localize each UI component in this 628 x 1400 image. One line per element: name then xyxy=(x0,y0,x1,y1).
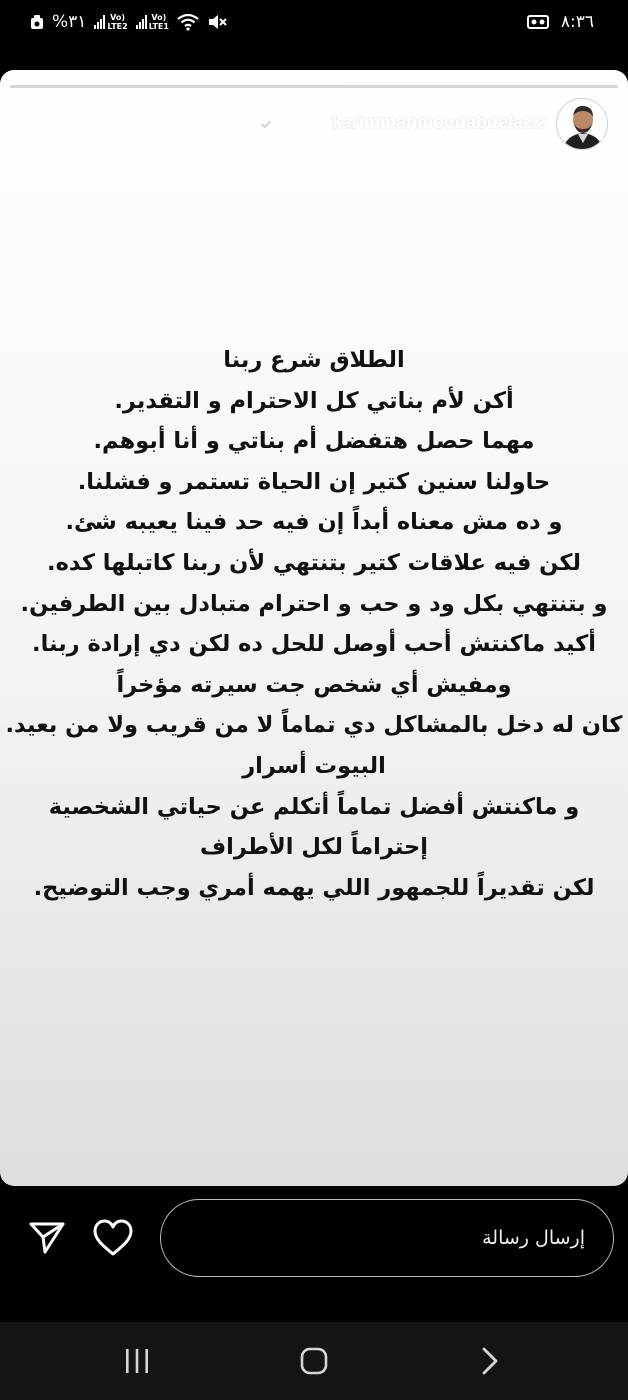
mute-icon xyxy=(207,13,227,31)
username[interactable]: karimmahmoudabdelaziz xyxy=(331,112,546,132)
net1-bottom: LTE2 xyxy=(107,22,128,31)
status-indicators xyxy=(30,9,227,35)
send-icon[interactable] xyxy=(28,1219,66,1257)
net2-bottom: LTE1 xyxy=(148,22,169,31)
story-text-line: مهما حصل هتفضل أم بناتي و أنا أبوهم. xyxy=(93,428,535,455)
story-progress-fill xyxy=(10,85,344,88)
vr-glasses-icon xyxy=(527,15,549,29)
story-text-line: أكن لأم بناتي كل الاحترام و التقدير. xyxy=(114,387,514,414)
more-options-icon[interactable] xyxy=(30,110,46,142)
story-text-line: كان له دخل بالمشاكل دي تماماً لا من قريب ولا من بعيد. xyxy=(5,712,623,739)
net1-top: Vo) xyxy=(110,13,125,22)
story-text-line: و ماكنتش أفضل تماماً أتكلم عن حياتي الشخصية xyxy=(48,793,580,820)
net2-top: Vo) xyxy=(151,13,167,22)
story-text-line: أكيد ماكنتش أحب أوصل للحل ده لكن دي إرادة ربنا. xyxy=(32,631,596,658)
story-text-line: ومفيش أي شخص جت سيرته مؤخراً xyxy=(116,671,512,698)
story-text-line: إحتراماً لكل الأطراف xyxy=(200,834,428,861)
status-bar xyxy=(0,0,628,42)
story-progress-bar xyxy=(10,85,618,88)
notification-icon xyxy=(30,14,44,30)
wifi-icon xyxy=(177,13,199,31)
avatar[interactable] xyxy=(556,98,608,150)
recent-apps-icon[interactable] xyxy=(122,1346,152,1376)
story-text xyxy=(0,340,628,908)
story-text-line: حاولنا سنين كتير إن الحياة تستمر و فشلنا. xyxy=(77,468,551,495)
profile-photo xyxy=(557,99,608,150)
story-text-line: و ده مش معناه أبداً إن فيه حد فينا يعيبه شئ. xyxy=(65,509,563,536)
battery-percent: %٣١ xyxy=(52,12,87,32)
navigation-bar xyxy=(0,1322,628,1400)
status-right xyxy=(527,9,594,35)
story-text-line: لكن فيه علاقات كتير بتنتهي لأن ربنا كاتبلها كده. xyxy=(47,549,581,576)
back-icon[interactable] xyxy=(474,1346,504,1376)
network-lte2 xyxy=(94,13,127,31)
story-text-line: و بتنتهي بكل ود و حب و احترام متبادل بين الطرفين. xyxy=(20,590,608,617)
story-text-line: الطلاق شرع ربنا xyxy=(223,347,405,373)
story-text-line: لكن تقديراً للجمهور اللي يهمه أمري وجب التوضيح. xyxy=(33,874,595,901)
home-icon[interactable] xyxy=(299,1346,329,1376)
story-time-ago: ٢٠ د xyxy=(202,115,228,131)
heart-icon[interactable] xyxy=(92,1218,134,1258)
verified-badge-icon xyxy=(256,114,276,134)
clock: ٨:٣٦ xyxy=(560,12,594,32)
signal-bars-icon xyxy=(136,15,147,29)
story-card[interactable] xyxy=(0,70,628,1186)
network-lte1 xyxy=(136,13,169,31)
message-input[interactable] xyxy=(160,1199,614,1277)
story-text-line: البيوت أسرار xyxy=(242,752,386,779)
signal-bars-icon xyxy=(94,15,105,29)
